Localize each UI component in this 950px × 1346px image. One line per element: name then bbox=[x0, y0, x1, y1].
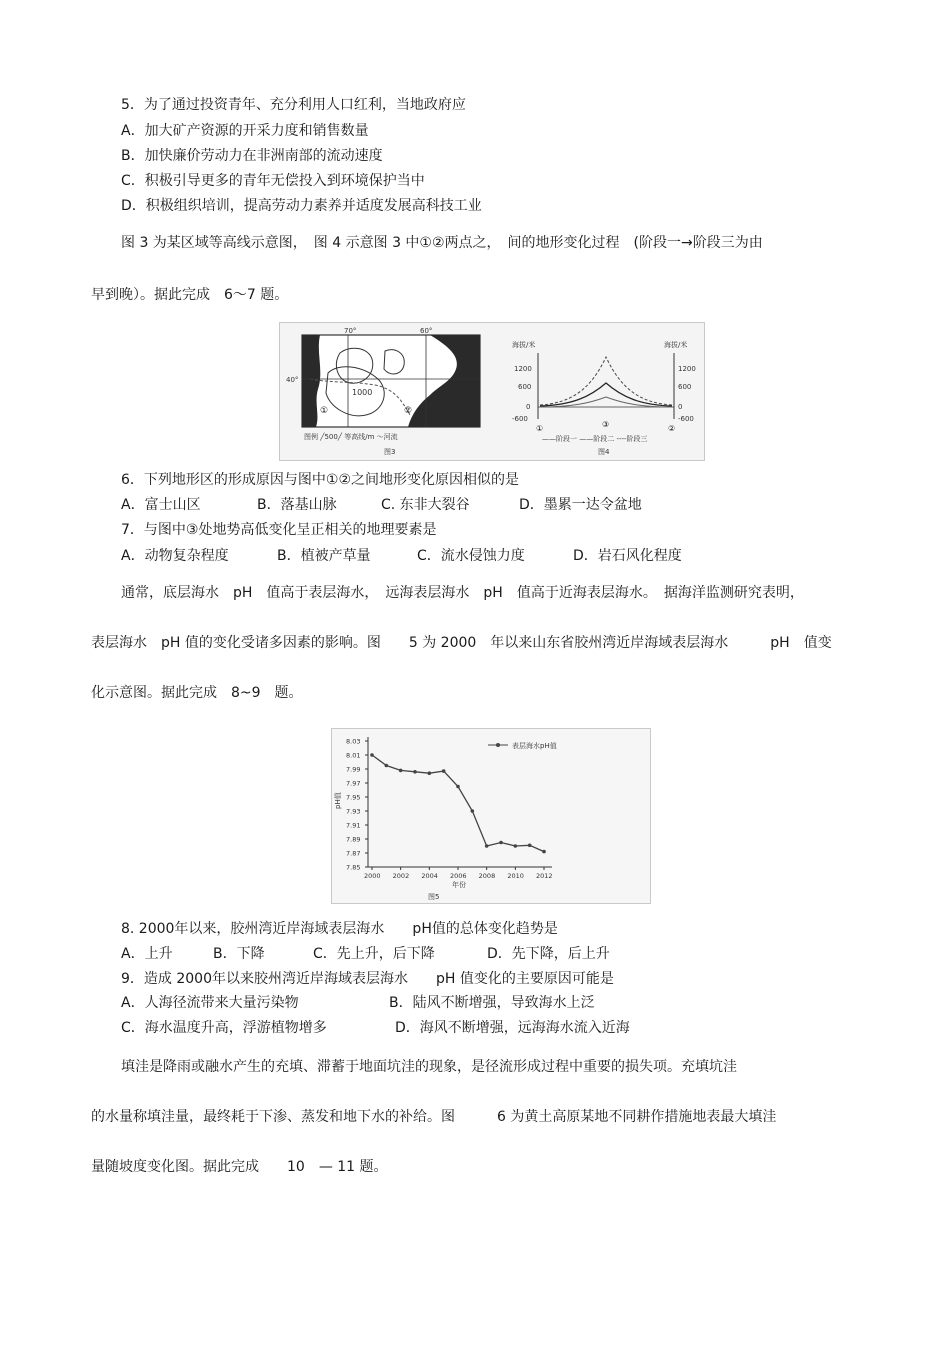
intro-8-9-line1: 通常，底层海水 pH 值高于表层海水， 远海表层海水 pH 值高于近海表层海水。 据海洋监测研究表明， bbox=[121, 585, 804, 601]
q9-option-a: A．人海径流带来大量污染物 bbox=[121, 995, 299, 1011]
profile-tick-left-neg600: -600 bbox=[512, 415, 528, 423]
q6-option-c: C. 东非大裂谷 bbox=[381, 497, 470, 513]
ph-data-point bbox=[370, 753, 374, 757]
q8-option-a: A．上升 bbox=[121, 946, 173, 962]
ph-data-point bbox=[514, 844, 518, 848]
map-lon-1: 70° bbox=[344, 327, 357, 335]
ph-legend-label: 表层海水pH值 bbox=[512, 742, 557, 750]
ph-data-point bbox=[399, 769, 403, 773]
profile-ylabel-left: 海拔/米 bbox=[512, 341, 536, 349]
profile-legend: ——阶段一 ——阶段二 ----阶段三 bbox=[542, 435, 648, 443]
profile-stage-3 bbox=[540, 357, 672, 405]
ph-ytick-label: 7.97 bbox=[346, 779, 361, 788]
ph-xtick-label: 2012 bbox=[536, 872, 553, 880]
map-lat: 40° bbox=[286, 376, 299, 384]
ph-ytick-label: 7.87 bbox=[346, 849, 361, 858]
q9-stem: 9．造成 2000年以来胶州湾近岸海域表层海水 pH 值变化的主要原因可能是 bbox=[121, 971, 614, 987]
q5-option-c: C．积极引导更多的青年无偿投入到环境保护当中 bbox=[121, 173, 425, 189]
intro-6-7-line2: 早到晚）。据此完成 6～7 题。 bbox=[91, 287, 289, 303]
profile-tick-left-1200: 1200 bbox=[514, 365, 532, 373]
ph-xtick-label: 2006 bbox=[450, 872, 467, 880]
ph-ytick-label: 7.93 bbox=[346, 807, 361, 816]
profile-point-3: ③ bbox=[602, 420, 610, 429]
ph-xtick-label: 2010 bbox=[507, 872, 524, 880]
q6-option-d: D．墨累一达令盆地 bbox=[519, 497, 642, 513]
map-point-1: ① bbox=[320, 406, 329, 416]
q8-option-d: D．先下降，后上升 bbox=[487, 946, 610, 962]
q9-options-cd bbox=[121, 1019, 630, 1037]
intro-6-7-line1: 图 3 为某区域等高线示意图， 图 4 示意图 3 中①②两点之， 间的地形变化过程 (阶段一→阶段三为由 bbox=[121, 235, 763, 251]
ph-ytick-label: 7.95 bbox=[346, 793, 361, 802]
map-point-2: ② bbox=[404, 406, 413, 416]
profile-tick-left-600: 600 bbox=[518, 383, 532, 391]
q9-option-c: C．海水温度升高，浮游植物增多 bbox=[121, 1020, 327, 1036]
q5-option-b: B．加快廉价劳动力在非洲南部的流动速度 bbox=[121, 148, 383, 164]
ph-legend-marker bbox=[496, 743, 500, 747]
q7-option-d: D．岩石风化程度 bbox=[573, 548, 682, 564]
profile-tick-right-0: 0 bbox=[678, 403, 683, 411]
profile-tick-right-600: 600 bbox=[678, 383, 692, 391]
ph-data-point bbox=[428, 771, 432, 775]
intro-10-11-line2: 的水量称填洼量，最终耗于下渗、蒸发和地下水的补给。图 6 为黄土高原某地不同耕作措施地表最大填洼 bbox=[91, 1109, 777, 1125]
ph-data-point bbox=[499, 841, 503, 845]
ph-xtick-label: 2002 bbox=[392, 872, 410, 880]
intro-10-11-line3: 量随坡度变化图。据此完成 10 — 11 题。 bbox=[91, 1159, 388, 1175]
profile-point-1: ① bbox=[536, 424, 544, 433]
profile-ylabel-right: 海拔/米 bbox=[664, 341, 688, 349]
map-caption: 图3 bbox=[384, 448, 396, 456]
ph-data-point bbox=[542, 850, 546, 854]
q7-option-c: C．流水侵蚀力度 bbox=[417, 548, 525, 564]
q9-option-d: D．海风不断增强，远海海水流入近海 bbox=[395, 1020, 630, 1036]
profile-tick-left-0: 0 bbox=[526, 403, 531, 411]
ph-data-point bbox=[385, 764, 389, 768]
q6-stem: 6．下列地形区的形成原因与图中①②之间地形变化原因相似的是 bbox=[121, 472, 520, 488]
ph-data-point bbox=[485, 844, 489, 848]
q7-stem: 7．与图中③处地势高低变化呈正相关的地理要素是 bbox=[121, 522, 437, 538]
map-lon-2: 60° bbox=[420, 327, 433, 335]
q7-option-a: A．动物复杂程度 bbox=[121, 548, 229, 564]
figure-3-4-svg bbox=[280, 323, 704, 460]
profile-stage-2 bbox=[540, 383, 672, 406]
ph-xtick-label: 2004 bbox=[421, 872, 438, 880]
q9-options-ab bbox=[121, 994, 595, 1012]
ph-data-point bbox=[471, 809, 475, 813]
ph-series-line bbox=[372, 755, 544, 852]
q7-option-b: B．植被产草量 bbox=[277, 548, 371, 564]
figure-3-4 bbox=[279, 322, 705, 461]
q8-option-b: B．下降 bbox=[213, 946, 265, 962]
ph-ytick-label: 7.85 bbox=[346, 863, 361, 872]
ph-data-point bbox=[528, 844, 532, 848]
map-legend: 图例 ╱500╱ 等高线/m ～河流 bbox=[304, 433, 398, 441]
ph-chart-caption: 图5 bbox=[428, 893, 440, 901]
ph-ytick-label: 7.99 bbox=[346, 765, 361, 774]
q8-option-c: C．先上升，后下降 bbox=[313, 946, 435, 962]
ph-data-point bbox=[456, 785, 460, 789]
q8-stem: 8. 2000年以来，胶州湾近岸海域表层海水 pH值的总体变化趋势是 bbox=[121, 921, 558, 937]
q8-options bbox=[121, 945, 610, 963]
ph-data-point bbox=[442, 769, 446, 773]
q5-option-d: D．积极组织培训，提高劳动力素养并适度发展高科技工业 bbox=[121, 198, 482, 214]
q6-option-b: B．落基山脉 bbox=[257, 497, 337, 513]
ph-chart-svg bbox=[332, 729, 650, 903]
ph-ytick-label: 8.01 bbox=[346, 751, 361, 760]
ph-ytick-label: 7.91 bbox=[346, 821, 361, 830]
ph-chart-ylabel: pH值 bbox=[334, 792, 342, 809]
figure-5 bbox=[331, 728, 651, 904]
ph-xtick-label: 2000 bbox=[364, 872, 381, 880]
profile-tick-right-neg600: -600 bbox=[678, 415, 694, 423]
intro-10-11-line1: 填洼是降雨或融水产生的充填、滞蓄于地面坑洼的现象，是径流形成过程中重要的损失项。充填坑洼 bbox=[121, 1059, 737, 1075]
q7-options bbox=[121, 547, 682, 565]
profile-point-2: ② bbox=[668, 424, 676, 433]
q5-option-a: A．加大矿产资源的开采力度和销售数量 bbox=[121, 123, 369, 139]
intro-8-9-line2: 表层海水 pH 值的变化受诸多因素的影响。图 5 为 2000 年以来山东省胶州湾近岸海域表层海水 pH 值变 bbox=[91, 635, 832, 651]
ph-data-point bbox=[413, 770, 417, 774]
profile-tick-right-1200: 1200 bbox=[678, 365, 696, 373]
q6-option-a: A．富士山区 bbox=[121, 497, 201, 513]
ph-ytick-label: 8.03 bbox=[346, 737, 361, 746]
intro-8-9-line3: 化示意图。据此完成 8~9 题。 bbox=[91, 685, 303, 701]
q5-stem: 5．为了通过投资青年、充分利用人口红利，当地政府应 bbox=[121, 97, 466, 113]
q9-option-b: B．陆风不断增强，导致海水上泛 bbox=[389, 995, 595, 1011]
ph-ytick-label: 7.89 bbox=[346, 835, 361, 844]
profile-stage-1 bbox=[540, 397, 672, 407]
profile-caption: 图4 bbox=[598, 448, 610, 456]
q6-options bbox=[121, 496, 642, 514]
ph-chart-xlabel: 年份 bbox=[452, 881, 466, 889]
map-contour-label: 1000 bbox=[352, 388, 373, 397]
ph-xtick-label: 2008 bbox=[478, 872, 496, 880]
